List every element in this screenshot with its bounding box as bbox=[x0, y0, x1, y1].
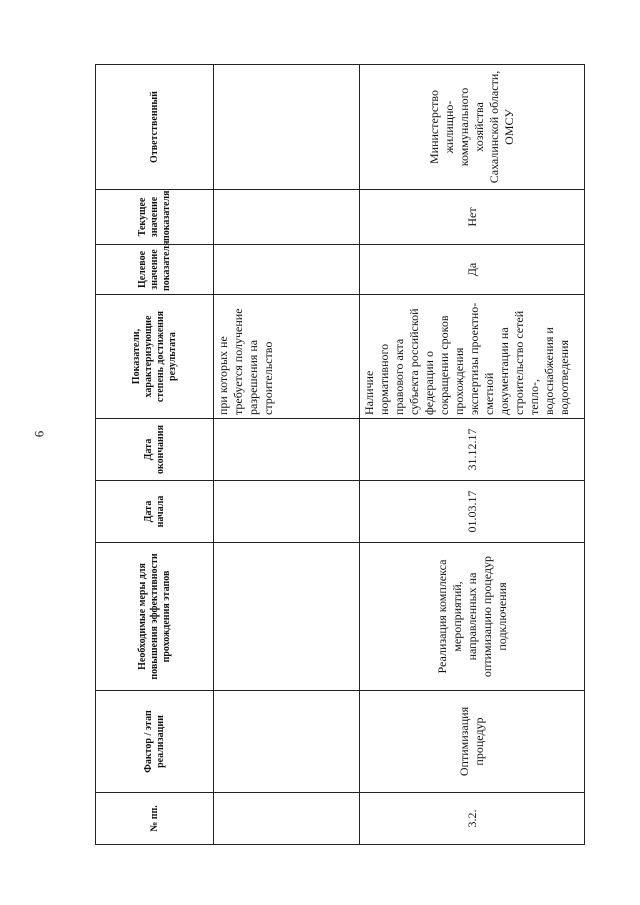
row1-end bbox=[214, 419, 360, 481]
row1-indicator: при которых не требуется получение разрешения на строительство bbox=[214, 295, 360, 419]
row1-current bbox=[214, 190, 360, 245]
table-row bbox=[214, 65, 360, 845]
row2-measures: Реализация комплекса мероприятий, направленных на оптимизацию процедур подключения bbox=[360, 543, 585, 691]
page-number: 6 bbox=[31, 430, 47, 438]
row1-start bbox=[214, 481, 360, 543]
header-factor: Фактор / этап реализации bbox=[96, 691, 214, 793]
row2-indicator: Наличие нормативного правового акта субъекта российской федерации о сокращении сроков прохождения экспертизы проектно-сметной документации на строительство сетей тепло-, водоснабжения и водоотведения bbox=[360, 295, 585, 419]
table-row bbox=[360, 65, 585, 845]
row1-factor bbox=[214, 691, 360, 793]
row2-end: 31.12.17 bbox=[360, 419, 585, 481]
header-start: Дата начала bbox=[96, 481, 214, 543]
header-current: Текущее значение показателя bbox=[96, 190, 214, 245]
header-responsible: Ответственный bbox=[96, 65, 214, 190]
row1-responsible bbox=[214, 65, 360, 190]
document-table-rotated bbox=[95, 65, 585, 845]
row1-num bbox=[214, 793, 360, 845]
header-target: Целевое значение показателя bbox=[96, 245, 214, 295]
row1-measures bbox=[214, 543, 360, 691]
row2-factor: Оптимизация процедур bbox=[360, 691, 585, 793]
row1-target bbox=[214, 245, 360, 295]
row2-responsible: Министерство жилищно-коммунального хозяйства Сахалинской области, ОМСУ bbox=[360, 65, 585, 190]
header-num: № пп. bbox=[96, 793, 214, 845]
header-end: Дата окончания bbox=[96, 419, 214, 481]
row2-num: 3.2. bbox=[360, 793, 585, 845]
row2-current: Нет bbox=[360, 190, 585, 245]
row2-start: 01.03.17 bbox=[360, 481, 585, 543]
measures-table bbox=[95, 64, 585, 845]
header-indicator: Показатели, характеризующие степень достижения результата bbox=[96, 295, 214, 419]
table-header-row bbox=[96, 65, 214, 845]
row2-target: Да bbox=[360, 245, 585, 295]
header-measures: Необходимые меры для повышения эффективности прохождения этапов bbox=[96, 543, 214, 691]
